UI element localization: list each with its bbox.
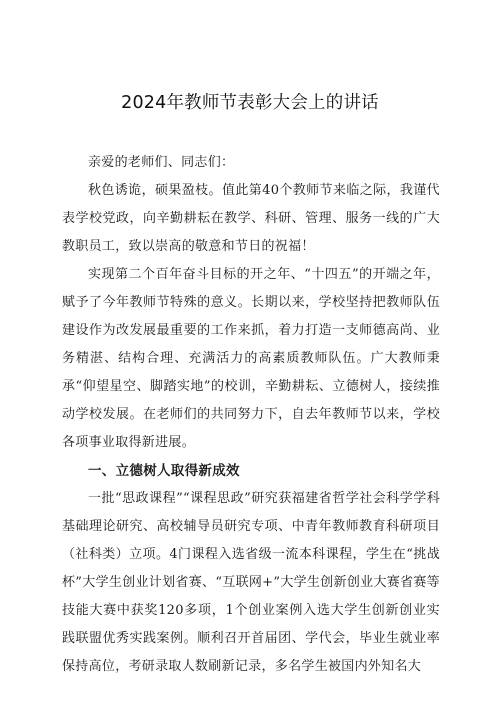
section-heading: 一、立德树人取得新成效	[88, 463, 240, 479]
salutation: 亲爱的老师们、同志们：	[88, 155, 235, 170]
paragraph-background: 实现第二个百年奋斗目标的开之年、“十四五”的开端之年，赋予了今年教师节特殊的意义。长期以来，学校坚持把教师队伍建设作为改发展最重要的工作来抓，着力打造一支师德高尚、业务精湛、结构合理、充满活力的高素质教师队伍。广大教师秉承“仰望星空、脚踏实地”的校训，辛勤耕耘、立德树人，接续推动学校发展。在老师们的共同努力下，自去年教师节以来，学校各项事业取得新进展。	[62, 267, 440, 450]
document-body	[62, 149, 440, 681]
paragraph-opening: 秋色诱诡，硕果盈枝。值此第40个教师节来临之际，我谨代表学校党政，向辛勤耕耘在教学、科研、管理、服务一线的广大教职员工，致以崇高的敬意和节日的祝福！	[62, 183, 440, 254]
section-paragraph: 一批“思政课程”“课程思政”研究获福建省哲学社会科学学科基础理论研究、高校辅导员研究专项、中青年教师教育科研项目（社科类）立项。4门课程入选省级一流本科课程，学生在“挑战杯”大学生创业计划省赛、“互联网+”大学生创新创业大赛省赛等技能大赛中获奖120多项，1个创业案例入选大学生创新创业实践联盟优秀实践案例。顺利召开首届团、学代会，毕业生就业率保持高位，考研录取人数刷新记录，多名学生被国内外知名大	[62, 491, 440, 674]
document-title: 2024年教师节表彰大会上的讲话	[121, 93, 379, 113]
